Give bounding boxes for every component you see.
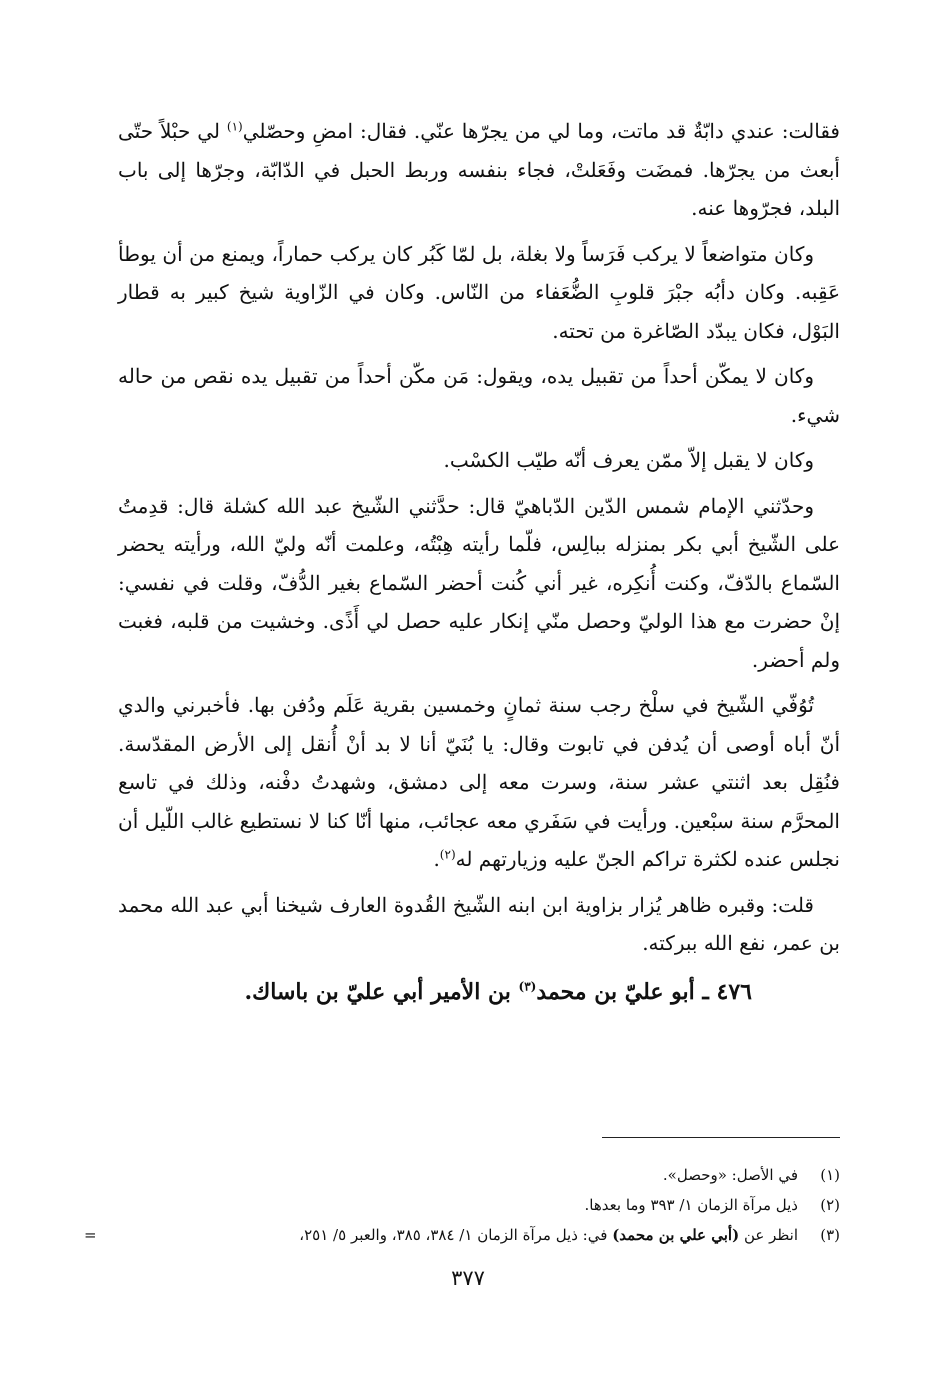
footnote-number: (٢): [820, 1196, 840, 1214]
paragraph-6-tail: .: [433, 847, 440, 871]
footnote-separator: [602, 1137, 840, 1138]
footnote-text-pre: انظر عن: [739, 1226, 798, 1244]
footnote-text-post: في: ذيل مرآة الزمان ١/ ٣٨٤، ٣٨٥، والعبر ٥/ ٢٥١،: [299, 1226, 613, 1244]
paragraph-1-tail: لي حبْلاً حتّى أبعث من يجرّها. فمضَت وفَعَلتْ، فجاء بنفسه وربط الحبل في الدّابّة، وجرّها إلى باب البلد، فجرّوها عنه.: [118, 119, 840, 220]
paragraph-6-text: تُوُفّي الشّيخ في سلْخ رجب سنة ثمانٍ وخمسين بقرية عَلَم ودُفن بها. فأخبرني والدي أنّ أباه أوصى أن يُدفن في تابوت وقال: يا بُنَيّ أنا لا بد أنْ أُنقل إلى الأرض المقدّسة. فنُقِل بعد اثنتي عشر سنة، وسرت معه إلى دمشق، وشهدتُ دفْنه، وذلك في تاسع المحرَّم سنة سبْعين. ورأيت في سَفَري معه عجائب، منها أنّا كنا لا نستطيع غالب اللّيل أن نجلس عنده لكثرة تراكم الجنّ عليه وزيارتهم له: [118, 693, 840, 871]
footnote-text: [97, 1220, 798, 1250]
footnote-number: (٣): [820, 1226, 840, 1244]
footnote-text-bold: (أبي علي بن محمد): [612, 1226, 740, 1244]
footnote-2: [84, 1190, 840, 1220]
footnote-ref-1: (١): [226, 119, 243, 134]
footnote-ref-2: (٢): [439, 847, 456, 862]
entry-heading-text: ٤٧٦ ـ أبو عليّ بن محمد: [536, 978, 752, 1005]
main-text: [118, 112, 840, 1011]
continuation-mark: =: [84, 1226, 97, 1244]
footnotes: [84, 1160, 840, 1250]
footnote-ref-3: (٣): [518, 979, 537, 994]
paragraph-1: [118, 112, 840, 228]
entry-heading-tail: بن الأمير أبي عليّ بن باساك.: [244, 978, 519, 1005]
paragraph-2: وكان متواضعاً لا يركب فَرَساً ولا بغلة، بل لمّا كَبُر كان يركب حماراً، ويمنع من أن يوطأ عَقِبه. وكان دأبُه جبْرَ قلوبِ الضُّعَفاء من النّاس. وكان في الزّاوية شيخ كبير به قطار البَوْل، فكان يبدّد الصّاغرة من تحته.: [118, 241, 840, 343]
footnote-number: (١): [820, 1166, 840, 1184]
footnote-text: في الأصل: «وحصل».: [662, 1166, 798, 1184]
page-number: ٣٧٧: [451, 1266, 485, 1290]
footnote-3: [84, 1220, 840, 1250]
footnote-1: [84, 1160, 840, 1190]
paragraph-4: وكان لا يقبل إلاّ ممّن يعرف أنّه طيّب الكسْب.: [443, 448, 814, 472]
paragraph-5: وحدّثني الإمام شمس الدّين الدّباهيّ قال: حدَّثني الشّيخ عبد الله كشلة قال: قدِمتُ على الشّيخ أبي بكر بمنزله ببالِس، فلّما رأيته هِبْتُه، وعلمت أنّه وليّ الله، ورأيته يحضر السّماع بالدّفّ، وكنت أُنكِره، غير أني كُنت أحضر السّماع بغير الدُّفّ، وقلت في نفسي: إنْ حضرت مع هذا الوليّ وحصل منّي إنكار عليه حصل لي أَذًى. وخشيت من قلبه، فغبت ولم أحضر.: [118, 493, 840, 672]
entry-heading: [118, 973, 840, 1011]
paragraph-6: [118, 686, 840, 879]
paragraph-7: قلت: وقبره ظاهر يُزار بزاوية ابن ابنه الشّيخ القُدوة العارف شيخنا أبي عبد الله محمد بن عمر، نفع الله ببركته.: [118, 892, 840, 955]
paragraph-1-text: فقالت: عندي دابّةٌ قد ماتت، وما لي من يجرّها عنّي. فقال: امضِ وحصّلي: [242, 119, 840, 143]
footnote-text: ذيل مرآة الزمان ١/ ٣٩٣ وما بعدها.: [584, 1196, 798, 1214]
paragraph-3: وكان لا يمكّن أحداً من تقبيل يده، ويقول: مَن مكّن أحداً من تقبيل يده نقص من حاله شيء.: [118, 364, 840, 427]
